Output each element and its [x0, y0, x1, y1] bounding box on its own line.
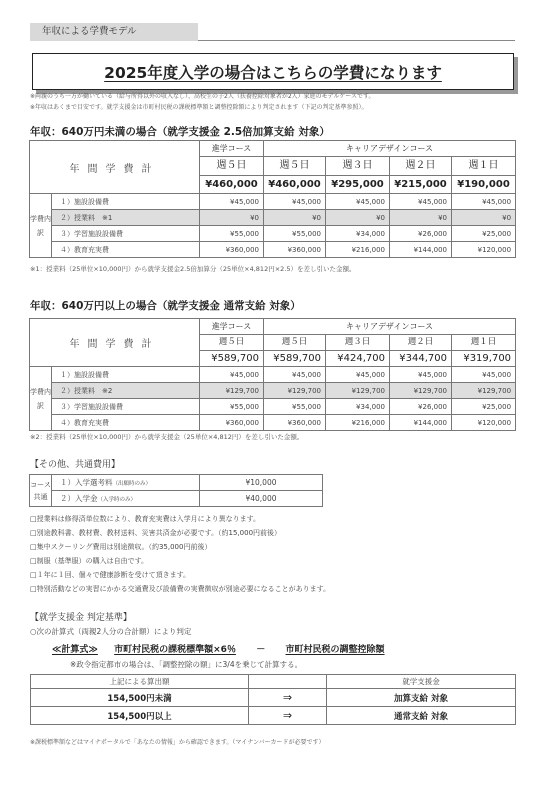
criteria-col-arrow	[249, 675, 327, 689]
week-header: 週５日	[200, 335, 264, 351]
row-value: ¥120,000	[452, 415, 516, 431]
row-value: ¥360,000	[264, 242, 326, 258]
week-header: 週３日	[326, 335, 390, 351]
criteria-result: 加算支給 対象	[327, 689, 516, 707]
formula-minus: －	[256, 645, 266, 655]
week-header: 週１日	[452, 335, 516, 351]
row-value: ¥45,000	[326, 194, 390, 210]
criteria-col-support: 就学支援金	[327, 675, 516, 689]
checklist-item: □１年に１回、個々で健康診断を受けて頂きます。	[30, 571, 191, 579]
row-value: ¥129,700	[390, 383, 452, 399]
row-value: ¥45,000	[200, 194, 264, 210]
row-value: ¥34,000	[326, 226, 390, 242]
course-shingaku: 進学コース	[200, 141, 264, 157]
table-row	[30, 226, 516, 242]
row-value: ¥45,000	[390, 194, 452, 210]
section1-heading: 年収：640万円未満の場合（就学支援金 2.5倍加算支給 対象）	[30, 126, 330, 138]
table-row	[30, 399, 516, 415]
row-value: ¥144,000	[390, 415, 452, 431]
row-label: ３）学習施設設備費	[52, 226, 200, 242]
row-value: ¥0	[264, 210, 326, 226]
criteria-heading: 【就学支援金 判定基準】	[30, 613, 132, 623]
checklist-item: □特別活動などの実習にかかる交通費及び設備費の実費徴収が別途必要になることがあります。	[30, 585, 331, 593]
row-label: ２）授業料 ※1	[52, 210, 200, 226]
criteria-result: 通常支給 対象	[327, 707, 516, 725]
row-value: ¥55,000	[264, 399, 326, 415]
common-fee-value: ¥40,000	[200, 491, 323, 507]
row-value: ¥45,000	[452, 194, 516, 210]
row-value: ¥144,000	[390, 242, 452, 258]
total-cell: ¥424,700	[326, 351, 390, 367]
formula-note: ※政令指定都市の場合は、「調整控除の額」に3/4を乗じて計算する。	[70, 660, 303, 669]
section2-heading: 年収：640万円以上の場合（就学支援金 通常支給 対象）	[30, 300, 301, 312]
checklist-item: □別途教科書、教材費、教材送料、災害共済金が必要です。（約15,000円前後）	[30, 529, 282, 537]
week-header: 週５日	[264, 335, 326, 351]
other-fees-heading: 【その他、共通費用】	[30, 460, 121, 470]
row-value: ¥0	[200, 210, 264, 226]
row-value: ¥45,000	[390, 367, 452, 383]
page-title-box	[32, 53, 514, 90]
arrow-icon: ⇒	[249, 689, 327, 707]
total-cell: ¥460,000	[264, 176, 326, 194]
row-value: ¥26,000	[390, 399, 452, 415]
fee-name: ２）入学金	[60, 494, 98, 503]
common-fees-table	[29, 474, 323, 507]
course-shingaku: 進学コース	[200, 319, 264, 335]
row-value: ¥26,000	[390, 226, 452, 242]
page-title: 2025年度入学の場合はこちらの学費になります	[104, 63, 442, 82]
criteria-footnote: ※課税標準額などはマイナポータルで「あなたの情報」から確認できます。（マイナンバーカードが必要です）	[30, 739, 325, 746]
arrow-icon: ⇒	[249, 707, 327, 725]
row-value: ¥45,000	[200, 367, 264, 383]
week-header: 週５日	[264, 157, 326, 176]
common-fee-label	[52, 475, 200, 491]
row-value: ¥216,000	[326, 242, 390, 258]
formula-term-a: 市町村民税の課税標準額×6％	[114, 645, 236, 655]
total-cell: ¥344,700	[390, 351, 452, 367]
row-value: ¥129,700	[200, 383, 264, 399]
row-value: ¥34,000	[326, 399, 390, 415]
criteria-table	[30, 674, 516, 725]
checklist	[30, 512, 330, 596]
criteria-col-amount: 上記による算出額	[31, 675, 249, 689]
criteria-intro: ○次の計算式（両親2人分の合計額）により判定	[30, 627, 192, 636]
fee-name: １）入学選考料	[60, 478, 113, 487]
total-cell: ¥589,700	[264, 351, 326, 367]
row-value: ¥45,000	[264, 367, 326, 383]
total-cell: ¥190,000	[452, 176, 516, 194]
course-career-design: キャリアデザインコース	[264, 319, 516, 335]
week-header: 週１日	[452, 157, 516, 176]
fee-table-over-640	[29, 318, 516, 431]
common-fee-value: ¥10,000	[200, 475, 323, 491]
row-label: １）施設設備費	[52, 367, 200, 383]
formula-prefix: ≪計算式≫	[52, 645, 98, 655]
table-row	[30, 194, 516, 210]
fee-note: （入学時のみ）	[97, 497, 137, 503]
row-value: ¥120,000	[452, 242, 516, 258]
checklist-item: □授業料は修得済単位数により、教育充実費は入学月により異なります。	[30, 515, 261, 523]
table-row	[30, 383, 516, 399]
row-value: ¥55,000	[200, 399, 264, 415]
row-value: ¥216,000	[326, 415, 390, 431]
row-value: ¥25,000	[452, 226, 516, 242]
total-cell: ¥589,700	[200, 351, 264, 367]
row-value: ¥45,000	[326, 367, 390, 383]
formula-term-b: 市町村民税の調整控除額	[285, 645, 385, 655]
note-income-estimate: ※年収はあくまで目安です。就学支援金は市町村民税の課税標準額と調整控除額により判定されます（下記の判定基準参照）。	[30, 104, 368, 111]
footnote-1: ※1：授業料（25単位×10,000円）から就学支援金2.5倍加算分（25単位×4,812円×2.5）を差し引いた金額。	[30, 265, 356, 273]
side-label-breakdown: 学費内訳	[30, 367, 52, 431]
row-value: ¥25,000	[452, 399, 516, 415]
table-row	[30, 242, 516, 258]
row-value: ¥0	[326, 210, 390, 226]
row-label: １）施設設備費	[52, 194, 200, 210]
row-value: ¥360,000	[200, 242, 264, 258]
row-value: ¥45,000	[452, 367, 516, 383]
row-value: ¥360,000	[264, 415, 326, 431]
row-value: ¥129,700	[264, 383, 326, 399]
header-tag: 年収による学費モデル	[30, 23, 198, 41]
checklist-item: □制服（基準服）の購入は自由です。	[30, 557, 149, 565]
week-header: 週５日	[200, 157, 264, 176]
checklist-item: □集中スクーリング費用は別途徴収。（約35,000円前後）	[30, 543, 212, 551]
annual-fee-label: 年間学費計	[30, 141, 200, 194]
week-header: 週２日	[390, 157, 452, 176]
table-row	[30, 210, 516, 226]
total-cell: ¥215,000	[390, 176, 452, 194]
row-label: ２）授業料 ※2	[52, 383, 200, 399]
fee-note: （出願時のみ）	[112, 481, 152, 487]
side-label-breakdown: 学費内訳	[30, 194, 52, 258]
total-cell: ¥319,700	[452, 351, 516, 367]
row-value: ¥45,000	[264, 194, 326, 210]
row-value: ¥0	[390, 210, 452, 226]
row-value: ¥0	[452, 210, 516, 226]
row-value: ¥360,000	[200, 415, 264, 431]
course-career-design: キャリアデザインコース	[264, 141, 516, 157]
table-row	[30, 367, 516, 383]
criteria-amount: 154,500円以上	[31, 707, 249, 725]
header-bar	[30, 23, 515, 41]
row-value: ¥55,000	[264, 226, 326, 242]
criteria-amount: 154,500円未満	[31, 689, 249, 707]
formula	[52, 642, 385, 655]
fee-table-under-640	[29, 140, 516, 258]
table-row	[30, 415, 516, 431]
row-label: ４）教育充実費	[52, 242, 200, 258]
row-label: ３）学習施設設備費	[52, 399, 200, 415]
total-cell: ¥295,000	[326, 176, 390, 194]
row-value: ¥55,000	[200, 226, 264, 242]
footnote-2: ※2：授業料（25単位×10,000円）から就学支援金（25単位×4,812円）を差し引いた金額。	[30, 433, 304, 441]
common-fee-label	[52, 491, 200, 507]
row-value: ¥129,700	[452, 383, 516, 399]
week-header: 週３日	[326, 157, 390, 176]
annual-fee-label: 年間学費計	[30, 319, 200, 367]
week-header: 週２日	[390, 335, 452, 351]
row-value: ¥129,700	[326, 383, 390, 399]
common-side-label: コース共通	[30, 475, 52, 507]
total-cell: ¥460,000	[200, 176, 264, 194]
row-label: ４）教育充実費	[52, 415, 200, 431]
note-family-model: ※両親のうち一方が働いている（給与所得以外の収入なし）、高校生の子2人（扶養控除対象者が2人）家庭のモデルケースです。	[30, 93, 375, 100]
